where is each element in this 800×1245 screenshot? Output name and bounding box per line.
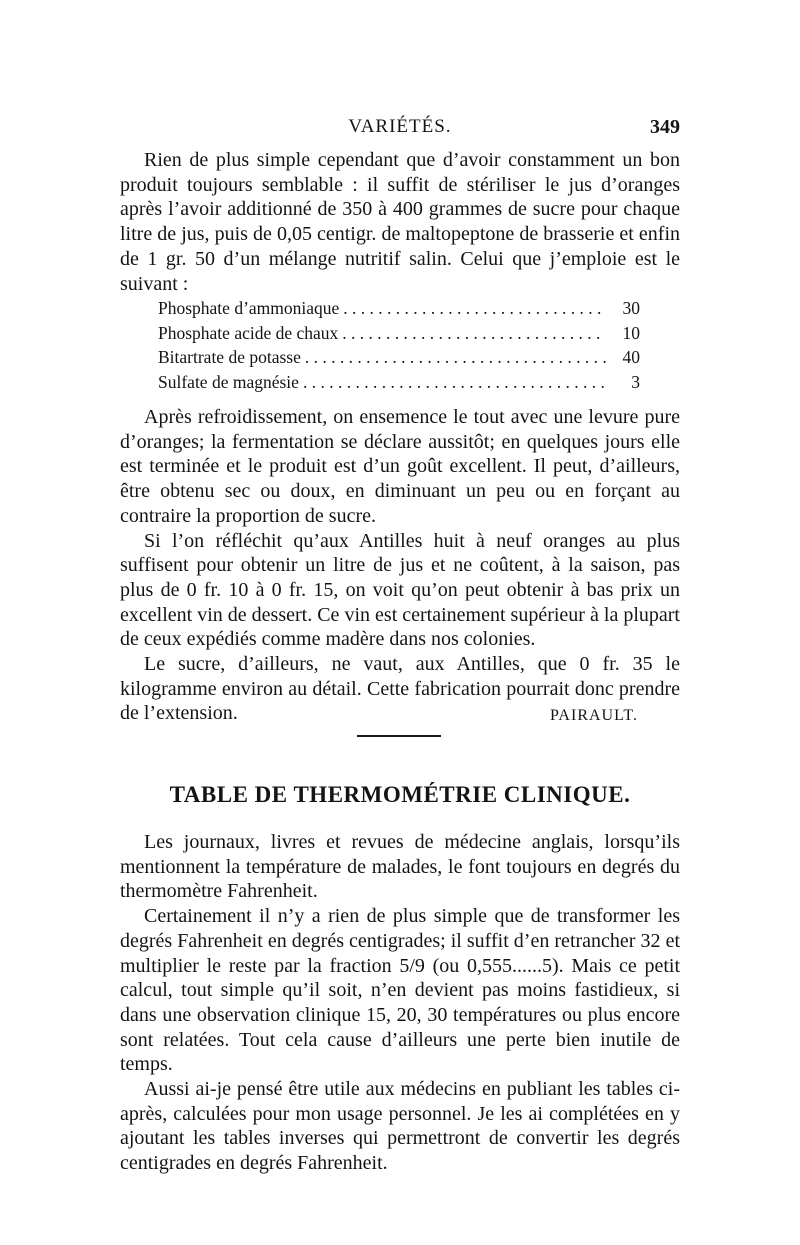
paragraph: Si l’on réfléchit qu’aux Antilles huit à neuf oranges au plus suffisent pour obtenir un litre de jus et ne coûtent, à la saison, pas plus de 0 fr. 10 à 0 fr. 15, on voit qu’on peut obtenir à bas prix un excellent vin de dessert. Ce vin est certainement supérieur à la plupart de ceux expédiés comme madère dans nos colonies.	[120, 529, 680, 651]
ingredient-list	[158, 296, 640, 394]
paragraph: Après refroidissement, on ensemence le tout avec une levure pure d’oranges; la fermentation se déclare aussitôt; en quelques jours elle est terminée et le produit est d’un goût excellent. Il peut, d’ailleurs, être obtenu sec ou doux, en diminuant un peu ou en forçant au contraire la proportion de sucre.	[120, 406, 680, 527]
article2-body	[120, 830, 680, 1176]
section-title: TABLE DE THERMOMÉTRIE CLINIQUE.	[169, 782, 631, 807]
ingredient-row	[158, 345, 640, 370]
author-signature: PAIRAULT.	[550, 707, 638, 724]
ingredient-row	[158, 321, 640, 346]
dot-leader	[343, 296, 606, 321]
ingredient-name: Phosphate d’ammoniaque	[158, 298, 340, 318]
running-head: VARIÉTÉS.	[348, 116, 452, 137]
ingredient-quantity: 10	[622, 322, 640, 343]
page-number: 349	[650, 116, 680, 138]
article1-intro	[120, 148, 680, 296]
paragraph: Aussi ai-je pensé être utile aux médecins en publiant les tables ci-après, calculées pour mon usage personnel. Je les ai complétées en y ajoutant les tables inverses qui permettront de convertir les degrés centigrades en degrés Fahrenheit.	[120, 1078, 680, 1175]
paragraph: Certainement il n’y a rien de plus simple que de transformer les degrés Fahrenheit en degrés centigrades; il suffit d’en retrancher 32 et multiplier le reste par la fraction 5/9 (ou 0,555......5). Mais ce petit calcul, tout simple qu’il soit, n’en devient pas moins fastidieux, si dans une observation clinique 15, 20, 30 températures ou plus encore sont relatées. Tout cela cause d’ailleurs une perte bien inutile de temps.	[120, 905, 680, 1076]
dot-leader	[303, 370, 606, 395]
dot-leader	[305, 345, 606, 370]
ingredient-row	[158, 296, 640, 321]
article1-body	[120, 405, 680, 726]
ingredient-quantity: 40	[622, 347, 640, 368]
ingredient-quantity: 3	[631, 371, 640, 392]
section-divider	[357, 735, 441, 737]
ingredient-row	[158, 370, 640, 395]
ingredient-name: Bitartrate de potasse	[158, 347, 301, 368]
paragraph: Rien de plus simple cependant que d’avoir constamment un bon produit toujours semblable : il suffit de stériliser le jus d’oranges après l’avoir additionné de 350 à 400 grammes de sucre pour chaque litre de jus, puis de 0,05 centigr. de maltopeptone de brasserie et enfin de 1 gr. 50 d’un mélange nutritif salin. Celui que j’emploie est le suivant :	[120, 149, 680, 295]
ingredient-quantity: 30	[622, 298, 640, 318]
ingredient-name: Phosphate acide de chaux	[158, 322, 339, 343]
page-header	[120, 116, 680, 146]
paragraph: Les journaux, livres et revues de médecine anglais, lorsqu’ils mentionnent la température de malades, le font toujours en degrés du thermomètre Fahrenheit.	[120, 831, 680, 903]
paragraph: Le sucre, d’ailleurs, ne vaut, aux Antilles, que 0 fr. 35 le kilogramme environ au détail. Cette fabrication pourrait donc prendre de l’extension.	[120, 653, 680, 725]
dot-leader	[342, 321, 606, 346]
ingredient-name: Sulfate de magnésie	[158, 371, 299, 392]
